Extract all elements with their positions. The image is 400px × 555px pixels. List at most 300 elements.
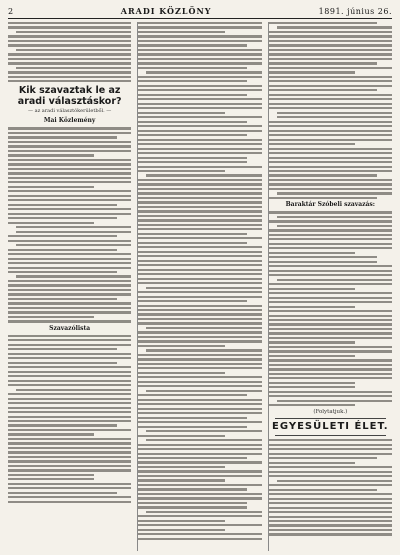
- text-line: [138, 484, 261, 486]
- text-line: [8, 335, 131, 337]
- text-line: [138, 336, 261, 338]
- text-line: [8, 465, 131, 467]
- text-line: [277, 26, 392, 28]
- text-line: [138, 237, 261, 239]
- text-line: [8, 366, 131, 368]
- text-line: [269, 502, 392, 504]
- text-line: [269, 355, 355, 357]
- text-line: [8, 289, 131, 291]
- text-line: [138, 269, 261, 271]
- text-line: [8, 371, 131, 373]
- text-line: [138, 26, 261, 28]
- text-line: [138, 183, 261, 185]
- text-line: [8, 213, 131, 215]
- text-line: [138, 372, 224, 374]
- text-line: [138, 233, 247, 235]
- text-line: [8, 53, 131, 55]
- text-line: [138, 62, 261, 64]
- text-line: [269, 466, 392, 468]
- text-line: [138, 134, 247, 136]
- text-line: [138, 461, 261, 463]
- newspaper-title: ARADI KÖZLÖNY: [120, 6, 212, 16]
- text-line: [138, 246, 261, 248]
- text-line: [269, 188, 392, 190]
- text-line: [16, 389, 131, 391]
- text-line: [269, 297, 392, 299]
- text-line: [269, 183, 392, 185]
- text-line: [8, 460, 131, 462]
- text-line: [269, 125, 392, 127]
- text-line: [269, 80, 392, 82]
- text-line: [269, 493, 392, 495]
- text-line: [269, 261, 378, 263]
- text-line: [138, 533, 261, 535]
- text-line: [138, 210, 261, 212]
- text-line: [269, 319, 392, 321]
- text-line: [269, 252, 355, 254]
- text-line: [269, 143, 355, 145]
- issue-date: 1891. június 26.: [318, 6, 392, 16]
- text-line: [8, 348, 117, 350]
- text-line: [269, 89, 378, 91]
- text-line: [138, 130, 261, 132]
- text-line: [8, 141, 131, 143]
- text-line: [269, 238, 392, 240]
- continued-note: (Folytatjuk.): [313, 408, 348, 415]
- text-line: [138, 300, 247, 302]
- text-line: [8, 235, 117, 237]
- text-line: [269, 457, 378, 459]
- text-line: [269, 520, 392, 522]
- text-line: [269, 152, 392, 154]
- text-line: [8, 249, 117, 251]
- text-line: [138, 112, 224, 114]
- text-line: [8, 311, 131, 313]
- text-line: [269, 71, 355, 73]
- text-line: [269, 498, 392, 500]
- text-line: [138, 251, 261, 253]
- text-line: [269, 462, 355, 464]
- text-line: [277, 116, 392, 118]
- text-line: [138, 278, 261, 280]
- text-line: [8, 127, 131, 129]
- text-line: [269, 94, 392, 96]
- text-line: [8, 35, 131, 37]
- text-line: [138, 103, 261, 105]
- text-line: [269, 359, 392, 361]
- text-line: [8, 190, 131, 192]
- columns: [8, 22, 392, 551]
- text-line: [138, 529, 224, 531]
- newspaper-page: [8, 4, 392, 551]
- text-line: [16, 31, 131, 33]
- text-line: [138, 188, 261, 190]
- text-line: [8, 429, 131, 431]
- text-line: [8, 58, 131, 60]
- text-line: [138, 367, 261, 369]
- text-line: [269, 243, 392, 245]
- text-line: [269, 157, 392, 159]
- text-line: [138, 35, 261, 37]
- text-line: [146, 349, 261, 351]
- text-line: [269, 475, 392, 477]
- text-line: [16, 226, 131, 228]
- text-line: [277, 216, 392, 218]
- text-line: [8, 469, 131, 471]
- text-line: [269, 265, 392, 267]
- text-line: [138, 166, 261, 168]
- text-line: [8, 487, 131, 489]
- text-line: [8, 424, 117, 426]
- text-line: [8, 411, 131, 413]
- text-line: [269, 288, 355, 290]
- text-line: [8, 22, 131, 24]
- text-line: [8, 145, 131, 147]
- text-line: [138, 58, 261, 60]
- text-line: [8, 159, 131, 161]
- text-line: [277, 192, 392, 194]
- text-line: [138, 497, 261, 499]
- text-line: [8, 442, 131, 444]
- text-line: [138, 296, 261, 298]
- text-line: [8, 496, 131, 498]
- text-line: [138, 170, 224, 172]
- text-line: [16, 231, 131, 233]
- text-line: [138, 291, 261, 293]
- text-line: [269, 44, 392, 46]
- text-line: [8, 132, 131, 134]
- text-line: [8, 284, 131, 286]
- text-line: [269, 58, 392, 60]
- text-line: [138, 421, 261, 423]
- text-line: [146, 390, 261, 392]
- text-line: [138, 148, 261, 150]
- text-line: [269, 130, 392, 132]
- text-line: [8, 433, 94, 435]
- section-heading-3: Baraktár Szóbeli szavazás:: [285, 201, 376, 209]
- text-line: [269, 247, 392, 249]
- text-line: [138, 399, 261, 401]
- text-line: [146, 71, 261, 73]
- text-line: [146, 430, 261, 432]
- masthead: [8, 4, 392, 19]
- text-line: [8, 217, 117, 219]
- text-line: [269, 404, 355, 406]
- text-line: [269, 134, 392, 136]
- text-line: [8, 172, 131, 174]
- text-line: [269, 31, 392, 33]
- text-line: [146, 511, 261, 513]
- text-line: [8, 456, 131, 458]
- text-line: [269, 98, 392, 100]
- text-line: [8, 393, 131, 395]
- text-line: [138, 197, 261, 199]
- text-line: [16, 67, 131, 69]
- text-line: [138, 457, 247, 459]
- section-rule-2: [275, 435, 386, 436]
- text-line: [8, 76, 131, 78]
- text-line: [8, 62, 131, 64]
- text-line: [8, 240, 131, 242]
- text-line: [8, 384, 131, 386]
- text-line: [269, 439, 392, 441]
- text-line: [138, 116, 261, 118]
- text-line: [269, 529, 392, 531]
- text-line: [8, 177, 131, 179]
- text-line: [138, 381, 261, 383]
- text-line: [269, 179, 392, 181]
- text-line: [138, 201, 261, 203]
- text-line: [8, 357, 131, 359]
- text-line: [138, 224, 261, 226]
- section-rule: [275, 418, 386, 419]
- text-line: [138, 80, 247, 82]
- text-line: [269, 220, 392, 222]
- text-line: [269, 283, 392, 285]
- text-line: [269, 139, 392, 141]
- text-line: [138, 215, 261, 217]
- text-line: [138, 444, 261, 446]
- text-line: [16, 244, 131, 246]
- text-line: [138, 435, 224, 437]
- text-line: [138, 470, 261, 472]
- text-line: [138, 125, 261, 127]
- text-line: [138, 345, 224, 347]
- text-line: [16, 49, 131, 51]
- text-line: [269, 49, 392, 51]
- text-line: [138, 161, 247, 163]
- text-line: [269, 395, 392, 397]
- text-line: [138, 394, 247, 396]
- text-line: [8, 222, 94, 224]
- text-line: [269, 170, 392, 172]
- text-line: [269, 22, 378, 24]
- text-line: [8, 307, 131, 309]
- text-line: [8, 293, 131, 295]
- text-line: [269, 292, 392, 294]
- text-line: [138, 479, 224, 481]
- text-line: [138, 44, 247, 46]
- text-line: [8, 150, 131, 152]
- text-line: [8, 253, 131, 255]
- text-line: [16, 275, 131, 277]
- text-line: [269, 382, 355, 384]
- section-heading-2: Szavazólista: [49, 324, 91, 332]
- text-line: [269, 373, 392, 375]
- text-line: [138, 22, 261, 24]
- article-headline: Kik szavaztak le az aradi választáskor?: [17, 85, 122, 108]
- text-line: [8, 407, 131, 409]
- text-line: [138, 89, 261, 91]
- text-line: [269, 386, 355, 388]
- text-line: [138, 206, 261, 208]
- text-line: [138, 524, 261, 526]
- text-line: [269, 444, 392, 446]
- text-line: [8, 26, 131, 28]
- text-line: [8, 451, 131, 453]
- text-line: [138, 358, 261, 360]
- text-line: [269, 507, 392, 509]
- text-line: [138, 76, 261, 78]
- text-line: [8, 320, 131, 322]
- text-line: [138, 475, 261, 477]
- text-line: [269, 391, 392, 393]
- text-line: [8, 44, 131, 46]
- text-line: [8, 258, 131, 260]
- text-line: [269, 85, 392, 87]
- text-line: [269, 350, 392, 352]
- text-line: [269, 489, 378, 491]
- text-line: [8, 398, 131, 400]
- text-line: [8, 195, 131, 197]
- text-line: [8, 186, 94, 188]
- text-line: [138, 322, 261, 324]
- text-line: [269, 341, 355, 343]
- text-line: [269, 346, 392, 348]
- text-line: [269, 274, 392, 276]
- text-line: [138, 94, 247, 96]
- text-line: [138, 67, 247, 69]
- text-line: [269, 337, 392, 339]
- text-line: [269, 511, 392, 513]
- text-line: [138, 260, 261, 262]
- text-line: [138, 179, 261, 181]
- text-line: [8, 271, 117, 273]
- text-line: [8, 280, 131, 282]
- text-line: [8, 316, 94, 318]
- text-line: [138, 309, 261, 311]
- text-line: [146, 174, 261, 176]
- text-line: [138, 385, 261, 387]
- text-line: [138, 85, 261, 87]
- text-line: [269, 301, 392, 303]
- text-line: [138, 426, 247, 428]
- text-line: [269, 103, 392, 105]
- text-line: [277, 112, 392, 114]
- text-line: [138, 98, 261, 100]
- text-line: [269, 516, 392, 518]
- text-line: [138, 282, 261, 284]
- text-line: [8, 483, 131, 485]
- text-line: [8, 262, 131, 264]
- text-line: [269, 256, 378, 258]
- text-line: [138, 139, 261, 141]
- text-line: [8, 154, 94, 156]
- text-line: [269, 53, 392, 55]
- text-line: [8, 344, 131, 346]
- text-line: [269, 306, 355, 308]
- text-line: [146, 287, 261, 289]
- text-line: [269, 174, 378, 176]
- text-line: [8, 168, 131, 170]
- text-line: [8, 380, 131, 382]
- text-line: [269, 453, 392, 455]
- text-line: [269, 448, 392, 450]
- text-line: [138, 354, 261, 356]
- text-line: [269, 310, 392, 312]
- text-line: [269, 524, 392, 526]
- text-line: [138, 417, 247, 419]
- text-line: [138, 412, 261, 414]
- text-line: [138, 219, 261, 221]
- text-line: [138, 331, 261, 333]
- text-line: [8, 267, 131, 269]
- text-line: [8, 199, 131, 201]
- column-3: [268, 22, 392, 551]
- text-line: [269, 148, 392, 150]
- text-line: [8, 204, 117, 206]
- text-line: [269, 76, 392, 78]
- text-line: [8, 492, 117, 494]
- text-line: [138, 31, 224, 33]
- text-line: [8, 339, 131, 341]
- text-line: [269, 323, 392, 325]
- text-line: [138, 493, 261, 495]
- text-line: [138, 143, 261, 145]
- text-line: [138, 453, 261, 455]
- text-line: [8, 438, 131, 440]
- text-line: [138, 502, 247, 504]
- text-line: [138, 448, 261, 450]
- text-line: [269, 229, 392, 231]
- text-line: [269, 35, 392, 37]
- text-line: [138, 264, 261, 266]
- text-line: [138, 273, 261, 275]
- text-line: [269, 364, 392, 366]
- text-line: [138, 376, 261, 378]
- text-line: [277, 400, 392, 402]
- text-line: [269, 211, 392, 213]
- text-line: [269, 332, 392, 334]
- article-subtitle: — az aradi választókerületből. —: [28, 108, 112, 115]
- page-number: 2: [8, 6, 14, 16]
- text-line: [138, 340, 261, 342]
- text-line: [138, 305, 261, 307]
- text-line: [138, 313, 261, 315]
- text-line: [277, 480, 392, 482]
- text-line: [146, 439, 261, 441]
- text-line: [138, 255, 261, 257]
- section-heading-1: Mai Közlemény: [43, 117, 96, 125]
- text-line: [138, 107, 261, 109]
- text-line: [8, 375, 131, 377]
- text-line: [138, 49, 261, 51]
- text-line: [269, 121, 392, 123]
- text-line: [138, 152, 261, 154]
- text-line: [8, 501, 131, 503]
- text-line: [269, 166, 392, 168]
- text-line: [138, 40, 261, 42]
- text-line: [277, 279, 392, 281]
- text-line: [8, 474, 94, 476]
- text-line: [8, 40, 131, 42]
- text-line: [8, 136, 117, 138]
- text-line: [8, 416, 131, 418]
- text-line: [269, 62, 378, 64]
- text-line: [269, 40, 392, 42]
- text-line: [269, 234, 392, 236]
- text-line: [269, 161, 392, 163]
- text-line: [138, 506, 247, 508]
- text-line: [138, 121, 247, 123]
- text-line: [8, 420, 131, 422]
- text-line: [138, 228, 261, 230]
- text-line: [269, 328, 392, 330]
- text-line: [146, 327, 261, 329]
- text-line: [8, 298, 117, 300]
- text-line: [138, 192, 261, 194]
- text-line: [138, 520, 224, 522]
